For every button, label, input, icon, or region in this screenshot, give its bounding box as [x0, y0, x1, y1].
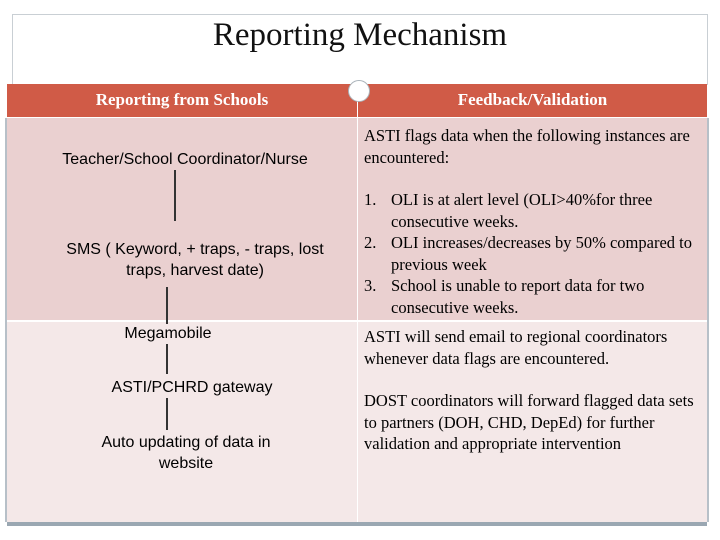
- flow-connector-2: [166, 287, 168, 324]
- flow-teacher-coordinator: Teacher/School Coordinator/Nurse: [62, 151, 308, 168]
- flow-sms: SMS ( Keyword, + traps, - traps, lost traps, harvest date): [66, 241, 324, 279]
- flow-connector-4: [166, 398, 168, 430]
- list-item: 2. OLI increases/decreases by 50% compared to previous week: [364, 233, 692, 274]
- header-feedback-validation: Feedback/Validation: [457, 90, 608, 109]
- list-item: 3. School is unable to report data for two consecutive weeks.: [364, 276, 645, 317]
- feedback-flags-intro: ASTI flags data when the following instances are encountered:: [364, 126, 690, 167]
- header-reporting-from-schools: Reporting from Schools: [95, 90, 269, 109]
- table-right-border: [707, 118, 709, 522]
- flow-megamobile: Megamobile: [124, 325, 212, 342]
- feedback-email-block: [364, 326, 702, 455]
- table-left-border: [5, 118, 7, 522]
- feedback-flags-block: [364, 125, 702, 318]
- flag-conditions-list: [364, 189, 702, 318]
- flow-connector-1: [174, 170, 176, 221]
- table-bottom-border: [7, 522, 707, 526]
- row-divider: [7, 320, 707, 322]
- slide-title: Reporting Mechanism: [212, 17, 508, 53]
- flow-gateway: ASTI/PCHRD gateway: [111, 379, 273, 396]
- flow-connector-3: [166, 344, 168, 374]
- flow-auto-updating: Auto updating of data in website: [101, 434, 271, 472]
- feedback-forward-para: DOST coordinators will forward flagged data sets to partners (DOH, CHD, DepEd) for further validation and appropriate intervention: [364, 391, 694, 453]
- decorative-circle: [348, 80, 370, 102]
- feedback-email-para: ASTI will send email to regional coordinators whenever data flags are encountered.: [364, 327, 668, 368]
- list-item: 1. OLI is at alert level (OLI>40%for three consecutive weeks.: [364, 190, 653, 231]
